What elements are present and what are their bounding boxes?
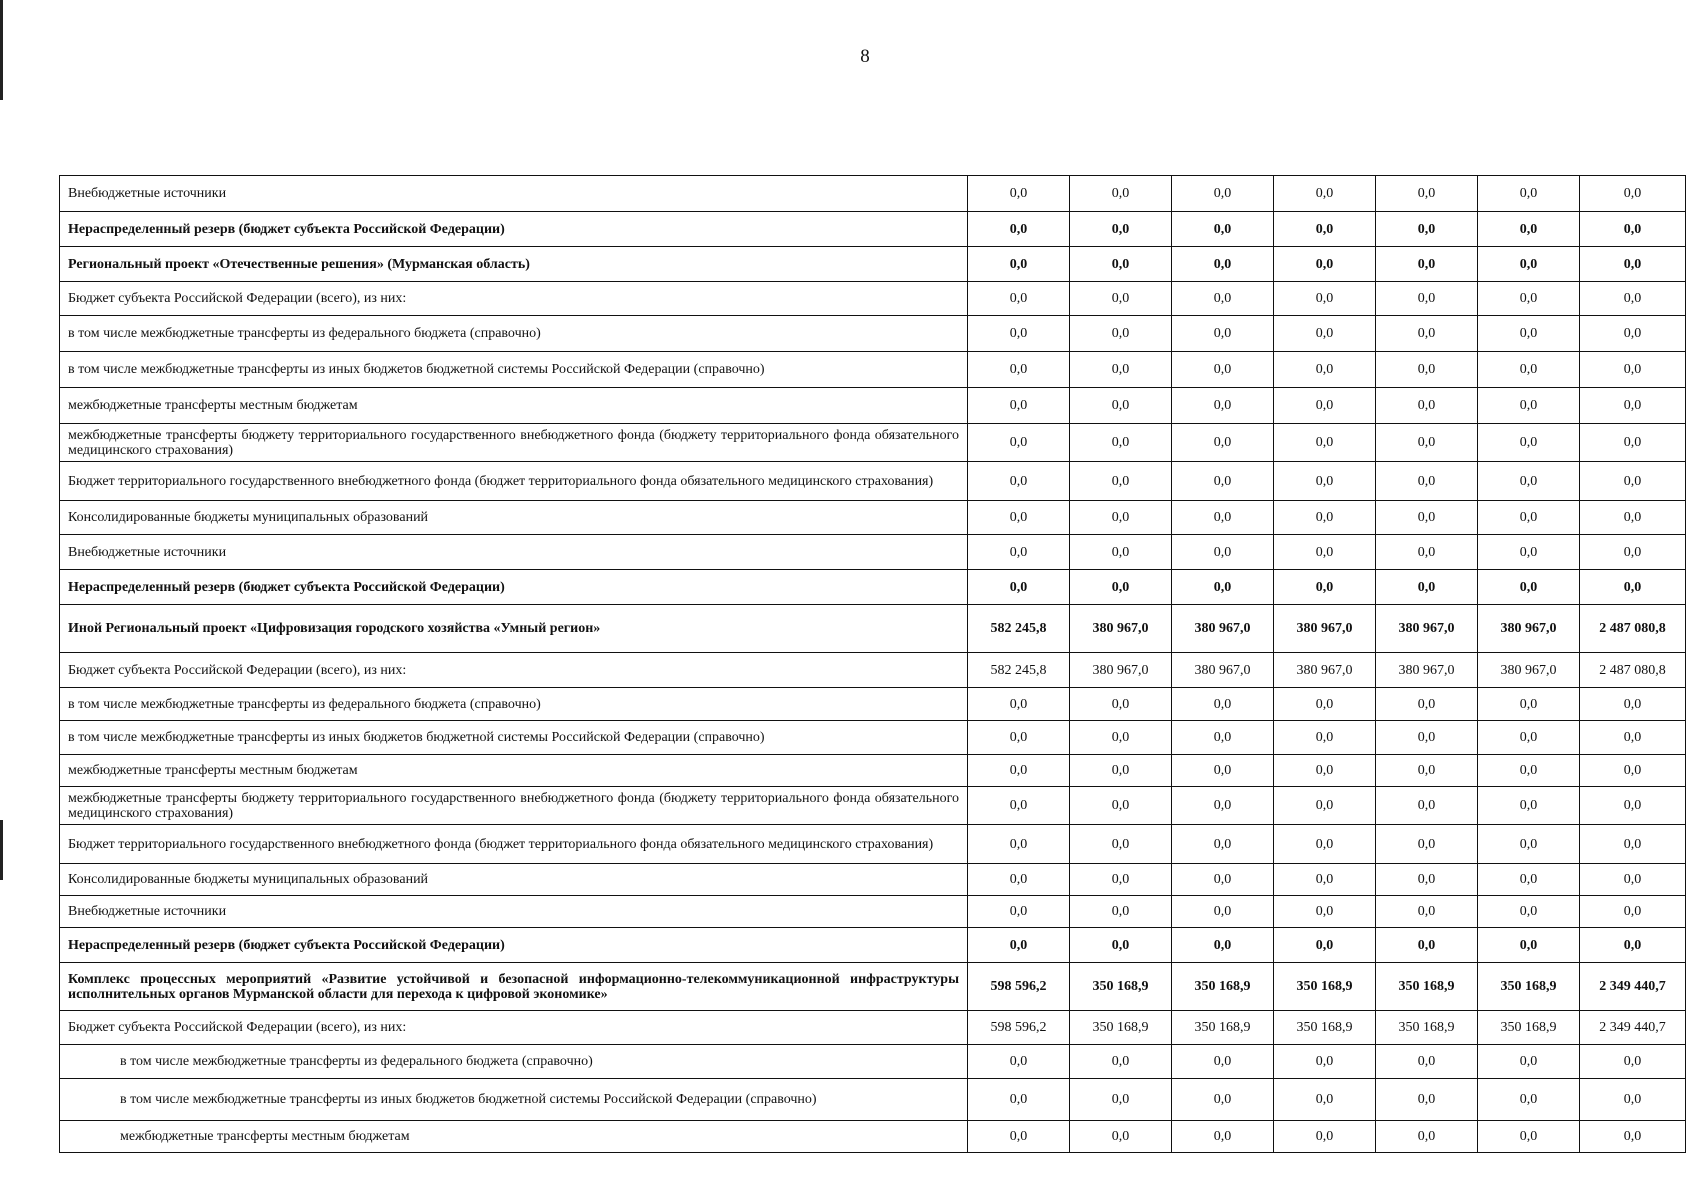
value-cell: 0,0 bbox=[1274, 721, 1376, 755]
value-cell: 0,0 bbox=[1478, 688, 1580, 721]
table-row bbox=[60, 388, 1686, 424]
value-cell: 0,0 bbox=[968, 570, 1070, 605]
value-cell: 0,0 bbox=[1376, 755, 1478, 787]
value-cell: 350 168,9 bbox=[1070, 1011, 1172, 1045]
value-cell: 0,0 bbox=[1580, 787, 1686, 825]
table-row bbox=[60, 688, 1686, 721]
value-cell: 0,0 bbox=[1274, 570, 1376, 605]
table-body bbox=[60, 176, 1686, 1153]
row-label: в том числе межбюджетные трансферты из федерального бюджета (справочно) bbox=[60, 316, 968, 352]
value-cell: 0,0 bbox=[1070, 462, 1172, 501]
value-cell: 0,0 bbox=[1172, 388, 1274, 424]
value-cell: 0,0 bbox=[1478, 352, 1580, 388]
value-cell: 0,0 bbox=[1580, 896, 1686, 928]
value-cell: 350 168,9 bbox=[1478, 963, 1580, 1011]
table-row bbox=[60, 1079, 1686, 1121]
value-cell: 0,0 bbox=[1478, 721, 1580, 755]
value-cell: 0,0 bbox=[1070, 1045, 1172, 1079]
value-cell: 350 168,9 bbox=[1478, 1011, 1580, 1045]
value-cell: 0,0 bbox=[1172, 247, 1274, 282]
value-cell: 2 349 440,7 bbox=[1580, 963, 1686, 1011]
value-cell: 0,0 bbox=[1172, 928, 1274, 963]
row-label: Консолидированные бюджеты муниципальных образований bbox=[60, 864, 968, 896]
row-label: межбюджетные трансферты бюджету территориального государственного внебюджетного фонда (бюджету территориального фонда обязательного медицинского страхования) bbox=[60, 787, 968, 825]
row-label: межбюджетные трансферты местным бюджетам bbox=[60, 755, 968, 787]
value-cell: 350 168,9 bbox=[1376, 1011, 1478, 1045]
value-cell: 380 967,0 bbox=[1478, 605, 1580, 653]
value-cell: 0,0 bbox=[1172, 1045, 1274, 1079]
value-cell: 0,0 bbox=[1478, 176, 1580, 212]
row-label: в том числе межбюджетные трансферты из федерального бюджета (справочно) bbox=[60, 688, 968, 721]
table-row bbox=[60, 1011, 1686, 1045]
value-cell: 0,0 bbox=[1172, 755, 1274, 787]
row-label: Комплекс процессных мероприятий «Развитие устойчивой и безопасной информационно-телекоммуникационной инфраструктуры исполнительных органов Мурманской области для перехода к цифровой экономике» bbox=[60, 963, 968, 1011]
value-cell: 0,0 bbox=[1580, 535, 1686, 570]
table-row bbox=[60, 825, 1686, 864]
value-cell: 0,0 bbox=[1376, 176, 1478, 212]
table-row bbox=[60, 864, 1686, 896]
value-cell: 0,0 bbox=[1070, 1121, 1172, 1153]
table-row bbox=[60, 282, 1686, 316]
value-cell: 0,0 bbox=[1376, 721, 1478, 755]
value-cell: 0,0 bbox=[1070, 535, 1172, 570]
table-row bbox=[60, 316, 1686, 352]
row-label: межбюджетные трансферты местным бюджетам bbox=[60, 388, 968, 424]
value-cell: 0,0 bbox=[1580, 864, 1686, 896]
row-label: Бюджет субъекта Российской Федерации (всего), из них: bbox=[60, 1011, 968, 1045]
value-cell: 0,0 bbox=[1070, 864, 1172, 896]
value-cell: 2 487 080,8 bbox=[1580, 605, 1686, 653]
scan-edge-mark bbox=[0, 820, 3, 880]
value-cell: 0,0 bbox=[968, 787, 1070, 825]
row-label: Бюджет субъекта Российской Федерации (всего), из них: bbox=[60, 653, 968, 688]
value-cell: 380 967,0 bbox=[1376, 605, 1478, 653]
value-cell: 0,0 bbox=[1070, 825, 1172, 864]
value-cell: 0,0 bbox=[968, 176, 1070, 212]
value-cell: 0,0 bbox=[968, 1045, 1070, 1079]
value-cell: 0,0 bbox=[1274, 352, 1376, 388]
value-cell: 0,0 bbox=[1376, 787, 1478, 825]
value-cell: 0,0 bbox=[1070, 501, 1172, 535]
value-cell: 0,0 bbox=[1172, 721, 1274, 755]
value-cell: 0,0 bbox=[1580, 825, 1686, 864]
value-cell: 0,0 bbox=[1478, 282, 1580, 316]
value-cell: 0,0 bbox=[1274, 424, 1376, 462]
value-cell: 0,0 bbox=[1070, 787, 1172, 825]
value-cell: 0,0 bbox=[968, 282, 1070, 316]
value-cell: 350 168,9 bbox=[1172, 1011, 1274, 1045]
value-cell: 0,0 bbox=[1478, 570, 1580, 605]
table-row bbox=[60, 605, 1686, 653]
value-cell: 0,0 bbox=[968, 424, 1070, 462]
value-cell: 0,0 bbox=[1580, 212, 1686, 247]
value-cell: 0,0 bbox=[1478, 501, 1580, 535]
value-cell: 0,0 bbox=[1274, 316, 1376, 352]
value-cell: 582 245,8 bbox=[968, 605, 1070, 653]
value-cell: 0,0 bbox=[968, 212, 1070, 247]
table-row bbox=[60, 462, 1686, 501]
table-row bbox=[60, 352, 1686, 388]
value-cell: 380 967,0 bbox=[1172, 605, 1274, 653]
value-cell: 380 967,0 bbox=[1274, 653, 1376, 688]
value-cell: 0,0 bbox=[1172, 825, 1274, 864]
value-cell: 0,0 bbox=[1376, 1121, 1478, 1153]
value-cell: 0,0 bbox=[968, 864, 1070, 896]
value-cell: 0,0 bbox=[1376, 535, 1478, 570]
value-cell: 0,0 bbox=[1580, 176, 1686, 212]
value-cell: 0,0 bbox=[1376, 388, 1478, 424]
value-cell: 0,0 bbox=[1478, 1121, 1580, 1153]
value-cell: 0,0 bbox=[1580, 755, 1686, 787]
table-row bbox=[60, 212, 1686, 247]
value-cell: 350 168,9 bbox=[1376, 963, 1478, 1011]
value-cell: 0,0 bbox=[1070, 176, 1172, 212]
table-row bbox=[60, 1045, 1686, 1079]
row-label: в том числе межбюджетные трансферты из иных бюджетов бюджетной системы Российской Федерации (справочно) bbox=[60, 1079, 968, 1121]
table-row bbox=[60, 755, 1686, 787]
row-label: межбюджетные трансферты бюджету территориального государственного внебюджетного фонда (бюджету территориального фонда обязательного медицинского страхования) bbox=[60, 424, 968, 462]
value-cell: 0,0 bbox=[1376, 896, 1478, 928]
value-cell: 0,0 bbox=[1580, 282, 1686, 316]
value-cell: 0,0 bbox=[1274, 755, 1376, 787]
value-cell: 0,0 bbox=[1070, 755, 1172, 787]
row-label: Внебюджетные источники bbox=[60, 535, 968, 570]
row-label: Нераспределенный резерв (бюджет субъекта Российской Федерации) bbox=[60, 212, 968, 247]
value-cell: 380 967,0 bbox=[1070, 653, 1172, 688]
value-cell: 0,0 bbox=[968, 1121, 1070, 1153]
value-cell: 0,0 bbox=[968, 535, 1070, 570]
value-cell: 0,0 bbox=[968, 688, 1070, 721]
value-cell: 0,0 bbox=[1580, 462, 1686, 501]
value-cell: 0,0 bbox=[1070, 247, 1172, 282]
table-row bbox=[60, 570, 1686, 605]
value-cell: 0,0 bbox=[968, 352, 1070, 388]
table-row bbox=[60, 247, 1686, 282]
value-cell: 0,0 bbox=[1274, 787, 1376, 825]
row-label: Нераспределенный резерв (бюджет субъекта Российской Федерации) bbox=[60, 928, 968, 963]
value-cell: 0,0 bbox=[1478, 928, 1580, 963]
value-cell: 0,0 bbox=[1172, 1121, 1274, 1153]
value-cell: 0,0 bbox=[1172, 212, 1274, 247]
value-cell: 582 245,8 bbox=[968, 653, 1070, 688]
row-label: в том числе межбюджетные трансферты из иных бюджетов бюджетной системы Российской Федерации (справочно) bbox=[60, 352, 968, 388]
value-cell: 0,0 bbox=[1274, 928, 1376, 963]
value-cell: 0,0 bbox=[1478, 212, 1580, 247]
value-cell: 0,0 bbox=[1172, 688, 1274, 721]
value-cell: 598 596,2 bbox=[968, 1011, 1070, 1045]
value-cell: 0,0 bbox=[1172, 316, 1274, 352]
table-row bbox=[60, 176, 1686, 212]
value-cell: 0,0 bbox=[1478, 247, 1580, 282]
value-cell: 0,0 bbox=[1580, 424, 1686, 462]
row-label: Внебюджетные источники bbox=[60, 896, 968, 928]
row-label: Региональный проект «Отечественные решения» (Мурманская область) bbox=[60, 247, 968, 282]
value-cell: 350 168,9 bbox=[1172, 963, 1274, 1011]
value-cell: 0,0 bbox=[1070, 424, 1172, 462]
value-cell: 0,0 bbox=[1478, 896, 1580, 928]
value-cell: 0,0 bbox=[1580, 247, 1686, 282]
value-cell: 0,0 bbox=[1478, 462, 1580, 501]
value-cell: 350 168,9 bbox=[1274, 1011, 1376, 1045]
value-cell: 0,0 bbox=[1274, 462, 1376, 501]
value-cell: 0,0 bbox=[1580, 1079, 1686, 1121]
value-cell: 0,0 bbox=[1580, 388, 1686, 424]
value-cell: 0,0 bbox=[1070, 388, 1172, 424]
value-cell: 0,0 bbox=[1274, 247, 1376, 282]
value-cell: 0,0 bbox=[1478, 825, 1580, 864]
value-cell: 0,0 bbox=[1274, 501, 1376, 535]
value-cell: 0,0 bbox=[968, 825, 1070, 864]
value-cell: 0,0 bbox=[968, 501, 1070, 535]
value-cell: 0,0 bbox=[1274, 1079, 1376, 1121]
value-cell: 0,0 bbox=[1478, 535, 1580, 570]
value-cell: 350 168,9 bbox=[1070, 963, 1172, 1011]
value-cell: 0,0 bbox=[1376, 1045, 1478, 1079]
value-cell: 0,0 bbox=[1274, 212, 1376, 247]
value-cell: 0,0 bbox=[1172, 787, 1274, 825]
value-cell: 0,0 bbox=[1580, 928, 1686, 963]
table-row bbox=[60, 963, 1686, 1011]
value-cell: 380 967,0 bbox=[1274, 605, 1376, 653]
value-cell: 0,0 bbox=[1478, 755, 1580, 787]
value-cell: 0,0 bbox=[1172, 1079, 1274, 1121]
value-cell: 0,0 bbox=[1070, 352, 1172, 388]
value-cell: 0,0 bbox=[1478, 1045, 1580, 1079]
value-cell: 380 967,0 bbox=[1172, 653, 1274, 688]
row-label: Консолидированные бюджеты муниципальных образований bbox=[60, 501, 968, 535]
value-cell: 0,0 bbox=[1070, 688, 1172, 721]
value-cell: 0,0 bbox=[1172, 424, 1274, 462]
table-row bbox=[60, 787, 1686, 825]
row-label: в том числе межбюджетные трансферты из федерального бюджета (справочно) bbox=[60, 1045, 968, 1079]
row-label: межбюджетные трансферты местным бюджетам bbox=[60, 1121, 968, 1153]
value-cell: 0,0 bbox=[1580, 501, 1686, 535]
value-cell: 0,0 bbox=[1070, 212, 1172, 247]
value-cell: 0,0 bbox=[1070, 282, 1172, 316]
value-cell: 2 349 440,7 bbox=[1580, 1011, 1686, 1045]
value-cell: 0,0 bbox=[1070, 1079, 1172, 1121]
row-label: Бюджет территориального государственного внебюджетного фонда (бюджет территориального фонда обязательного медицинского страхования) bbox=[60, 825, 968, 864]
value-cell: 0,0 bbox=[968, 755, 1070, 787]
value-cell: 0,0 bbox=[1580, 570, 1686, 605]
table-row bbox=[60, 535, 1686, 570]
value-cell: 0,0 bbox=[1172, 570, 1274, 605]
value-cell: 0,0 bbox=[1070, 316, 1172, 352]
value-cell: 0,0 bbox=[1376, 501, 1478, 535]
value-cell: 0,0 bbox=[1580, 1121, 1686, 1153]
value-cell: 0,0 bbox=[968, 462, 1070, 501]
table-row bbox=[60, 653, 1686, 688]
value-cell: 0,0 bbox=[1580, 352, 1686, 388]
value-cell: 0,0 bbox=[1580, 1045, 1686, 1079]
value-cell: 0,0 bbox=[1376, 247, 1478, 282]
value-cell: 0,0 bbox=[1070, 570, 1172, 605]
value-cell: 0,0 bbox=[968, 316, 1070, 352]
value-cell: 0,0 bbox=[1172, 176, 1274, 212]
value-cell: 0,0 bbox=[968, 1079, 1070, 1121]
value-cell: 0,0 bbox=[1274, 176, 1376, 212]
budget-table bbox=[59, 175, 1686, 1153]
value-cell: 0,0 bbox=[968, 928, 1070, 963]
value-cell: 0,0 bbox=[1376, 864, 1478, 896]
value-cell: 0,0 bbox=[1478, 424, 1580, 462]
value-cell: 0,0 bbox=[1376, 212, 1478, 247]
value-cell: 0,0 bbox=[1376, 570, 1478, 605]
value-cell: 0,0 bbox=[968, 247, 1070, 282]
value-cell: 0,0 bbox=[1580, 316, 1686, 352]
value-cell: 0,0 bbox=[968, 896, 1070, 928]
row-label: Бюджет субъекта Российской Федерации (всего), из них: bbox=[60, 282, 968, 316]
value-cell: 0,0 bbox=[1172, 501, 1274, 535]
value-cell: 0,0 bbox=[1376, 462, 1478, 501]
value-cell: 2 487 080,8 bbox=[1580, 653, 1686, 688]
value-cell: 0,0 bbox=[1172, 352, 1274, 388]
value-cell: 0,0 bbox=[968, 721, 1070, 755]
row-label: Иной Региональный проект «Цифровизация городского хозяйства «Умный регион» bbox=[60, 605, 968, 653]
value-cell: 0,0 bbox=[1274, 1045, 1376, 1079]
value-cell: 0,0 bbox=[1172, 864, 1274, 896]
value-cell: 0,0 bbox=[1376, 316, 1478, 352]
table-row bbox=[60, 928, 1686, 963]
value-cell: 0,0 bbox=[1478, 1079, 1580, 1121]
value-cell: 0,0 bbox=[1478, 787, 1580, 825]
value-cell: 0,0 bbox=[1274, 282, 1376, 316]
page-number: 8 bbox=[860, 46, 870, 67]
value-cell: 0,0 bbox=[1580, 721, 1686, 755]
value-cell: 0,0 bbox=[1376, 688, 1478, 721]
value-cell: 0,0 bbox=[1274, 825, 1376, 864]
value-cell: 0,0 bbox=[1070, 928, 1172, 963]
value-cell: 0,0 bbox=[1274, 688, 1376, 721]
value-cell: 598 596,2 bbox=[968, 963, 1070, 1011]
table-row bbox=[60, 501, 1686, 535]
value-cell: 0,0 bbox=[1376, 825, 1478, 864]
value-cell: 380 967,0 bbox=[1070, 605, 1172, 653]
value-cell: 0,0 bbox=[1376, 282, 1478, 316]
value-cell: 0,0 bbox=[1274, 864, 1376, 896]
value-cell: 380 967,0 bbox=[1376, 653, 1478, 688]
row-label: Нераспределенный резерв (бюджет субъекта Российской Федерации) bbox=[60, 570, 968, 605]
value-cell: 380 967,0 bbox=[1478, 653, 1580, 688]
value-cell: 0,0 bbox=[1376, 1079, 1478, 1121]
value-cell: 0,0 bbox=[1172, 462, 1274, 501]
table-row bbox=[60, 896, 1686, 928]
value-cell: 0,0 bbox=[1070, 721, 1172, 755]
value-cell: 0,0 bbox=[1478, 388, 1580, 424]
value-cell: 0,0 bbox=[1478, 316, 1580, 352]
value-cell: 0,0 bbox=[1172, 535, 1274, 570]
value-cell: 350 168,9 bbox=[1274, 963, 1376, 1011]
table-row bbox=[60, 1121, 1686, 1153]
value-cell: 0,0 bbox=[1172, 896, 1274, 928]
value-cell: 0,0 bbox=[1376, 352, 1478, 388]
value-cell: 0,0 bbox=[1376, 424, 1478, 462]
value-cell: 0,0 bbox=[1274, 388, 1376, 424]
row-label: Внебюджетные источники bbox=[60, 176, 968, 212]
value-cell: 0,0 bbox=[1376, 928, 1478, 963]
value-cell: 0,0 bbox=[1580, 688, 1686, 721]
value-cell: 0,0 bbox=[1478, 864, 1580, 896]
value-cell: 0,0 bbox=[968, 388, 1070, 424]
value-cell: 0,0 bbox=[1274, 896, 1376, 928]
table-row bbox=[60, 721, 1686, 755]
value-cell: 0,0 bbox=[1172, 282, 1274, 316]
value-cell: 0,0 bbox=[1274, 535, 1376, 570]
value-cell: 0,0 bbox=[1274, 1121, 1376, 1153]
table-row bbox=[60, 424, 1686, 462]
row-label: в том числе межбюджетные трансферты из иных бюджетов бюджетной системы Российской Федерации (справочно) bbox=[60, 721, 968, 755]
row-label: Бюджет территориального государственного внебюджетного фонда (бюджет территориального фонда обязательного медицинского страхования) bbox=[60, 462, 968, 501]
value-cell: 0,0 bbox=[1070, 896, 1172, 928]
